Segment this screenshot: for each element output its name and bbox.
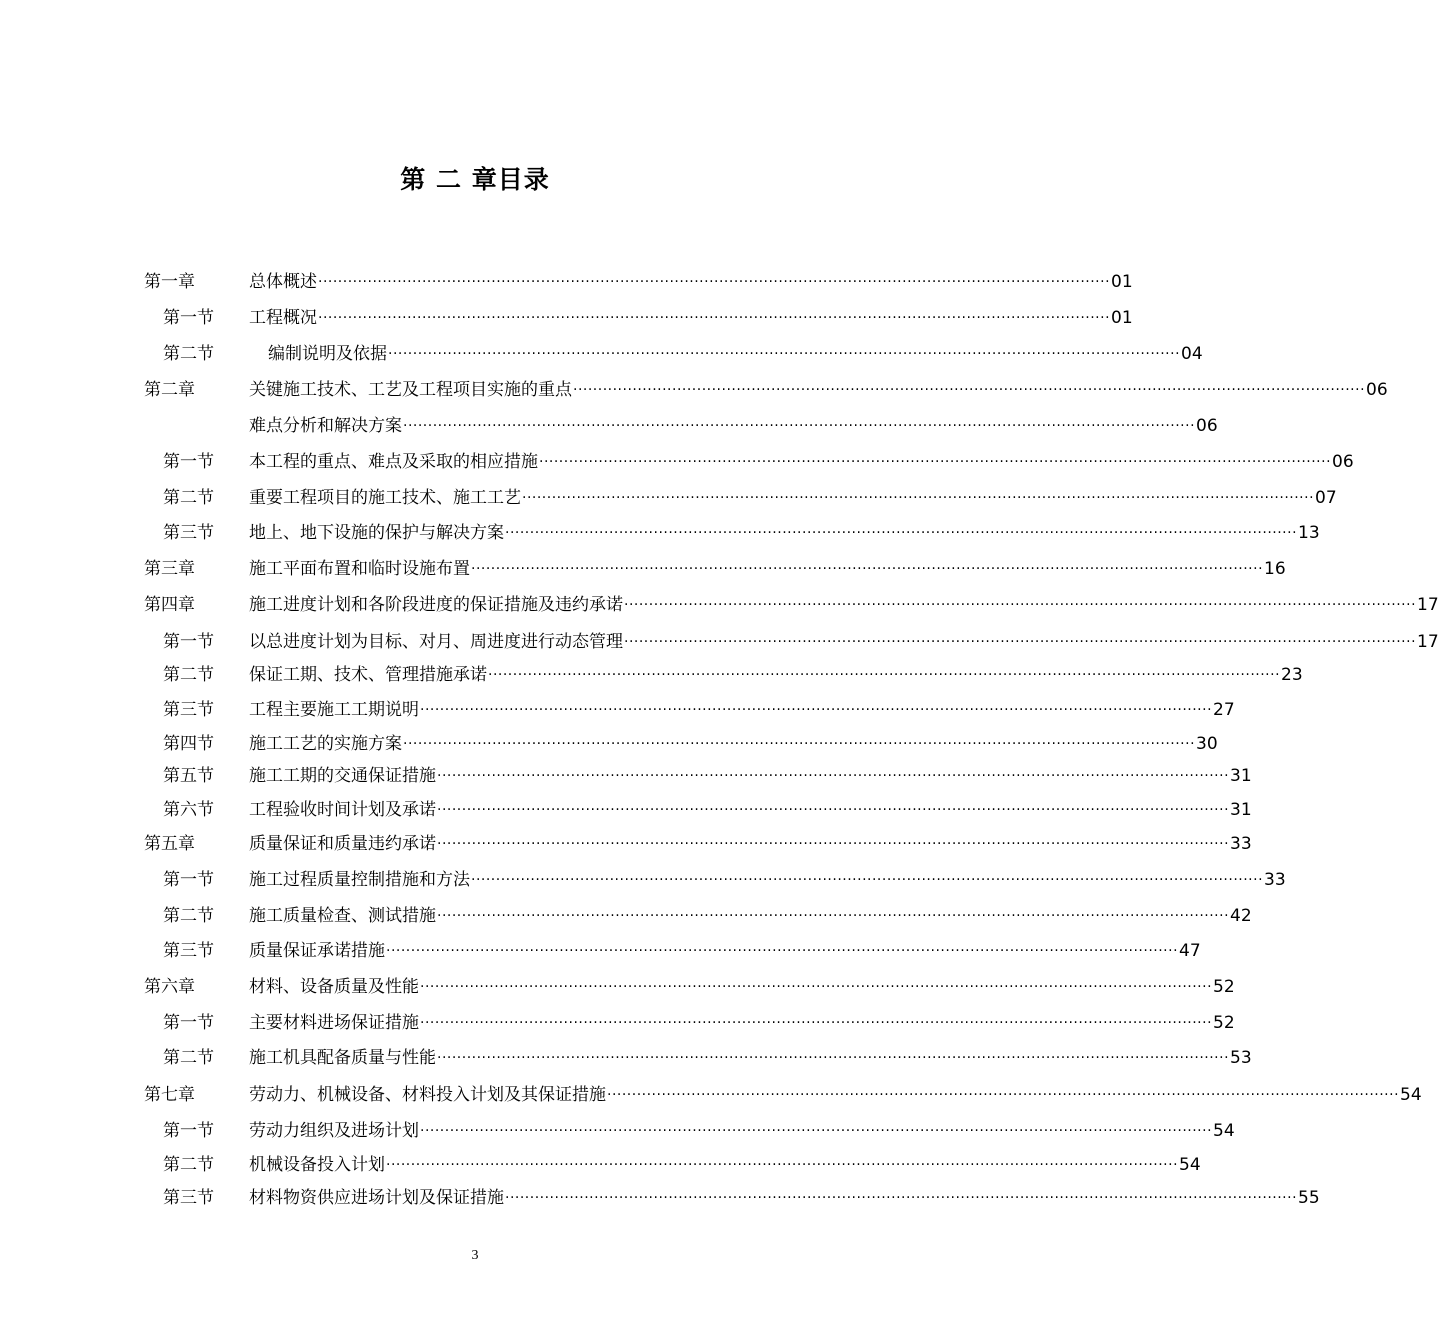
toc-entry: [0, 866, 1286, 894]
toc-entry: [0, 1044, 1252, 1072]
toc-section-label: 第二节: [163, 488, 214, 508]
toc-section-label: 第三节: [163, 1188, 214, 1208]
toc-page-number: 01: [1111, 272, 1133, 292]
dot-leader: ································································································································································: [403, 736, 1196, 752]
toc-page-number: 47: [1179, 941, 1201, 961]
toc-entry-line: [268, 340, 1203, 369]
toc-entry-title: 工程概况: [249, 308, 317, 328]
dot-leader: ································································································································································: [420, 979, 1213, 995]
toc-entry-title: 本工程的重点、难点及采取的相应措施: [249, 452, 538, 472]
toc-entry-line: [249, 730, 1218, 759]
toc-chapter-label: 第三章: [144, 559, 195, 579]
dot-leader: ································································································································································: [437, 836, 1230, 852]
toc-entry-title: 质量保证承诺措施: [249, 941, 385, 961]
toc-section-label: 第四节: [163, 734, 214, 754]
toc-page-number: 23: [1281, 665, 1303, 685]
dot-leader: ································································································································································: [573, 382, 1366, 398]
toc-entry-line: [249, 268, 1133, 297]
toc-section-label: 第二节: [163, 344, 214, 364]
toc-section-label: 第一节: [163, 632, 214, 652]
page-number: 3: [471, 1248, 479, 1263]
toc-entry-line: [249, 1184, 1320, 1213]
toc-entry-title: 主要材料进场保证措施: [249, 1013, 419, 1033]
toc-section-label: 第二节: [163, 665, 214, 685]
dot-leader: ································································································································································: [471, 872, 1264, 888]
toc-entry: [0, 412, 1218, 440]
toc-entry-line: [249, 762, 1252, 791]
toc-entry: [0, 730, 1218, 758]
toc-entry-line: [249, 796, 1252, 825]
toc-entry-title: 质量保证和质量违约承诺: [249, 834, 436, 854]
toc-entry-line: [249, 448, 1354, 477]
dot-leader: ································································································································································: [420, 702, 1213, 718]
dot-leader: ································································································································································: [607, 1087, 1400, 1103]
dot-leader: ································································································································································: [386, 943, 1179, 959]
toc-entry: [0, 519, 1320, 547]
toc-page-number: 55: [1298, 1188, 1320, 1208]
toc-entry: [0, 661, 1303, 689]
toc-entry-line: [249, 519, 1320, 548]
toc-page-number: 06: [1196, 416, 1218, 436]
toc-entry: [0, 448, 1354, 476]
toc-entry-line: [249, 304, 1133, 333]
toc-entry: [0, 555, 1286, 583]
toc-section-label: 第三节: [163, 523, 214, 543]
toc-page-number: 54: [1179, 1155, 1201, 1175]
toc-page-number: 54: [1213, 1121, 1235, 1141]
toc-section-label: 第二节: [163, 1048, 214, 1068]
toc-page-number: 31: [1230, 766, 1252, 786]
toc-page-number: 13: [1298, 523, 1320, 543]
toc-section-label: 第三节: [163, 700, 214, 720]
toc-entry-line: [249, 902, 1252, 931]
toc-entry-title: 施工工艺的实施方案: [249, 734, 402, 754]
toc-entry-title: 施工工期的交通保证措施: [249, 766, 436, 786]
dot-leader: ································································································································································: [318, 274, 1111, 290]
toc-entry-title: 施工过程质量控制措施和方法: [249, 870, 470, 890]
toc-page-number: 54: [1400, 1085, 1422, 1105]
toc-page-number: 30: [1196, 734, 1218, 754]
dot-leader: ································································································································································: [420, 1123, 1213, 1139]
dot-leader: ································································································································································: [539, 454, 1332, 470]
toc-entry-title: 关键施工技术、工艺及工程项目实施的重点: [249, 380, 572, 400]
toc-chapter-label: 第二章: [144, 380, 195, 400]
toc-entry-title: 编制说明及依据: [268, 344, 387, 364]
toc-entry: [0, 304, 1133, 332]
toc-chapter-label: 第七章: [144, 1085, 195, 1105]
toc-entry-line: [249, 973, 1235, 1002]
toc-entry-title: 劳动力、机械设备、材料投入计划及其保证措施: [249, 1085, 606, 1105]
toc-entry-title: 以总进度计划为目标、对月、周进度进行动态管理: [249, 632, 623, 652]
page-title: 第 二 章目录: [400, 165, 550, 194]
toc-chapter-label: 第六章: [144, 977, 195, 997]
toc-entry: [0, 1117, 1235, 1145]
toc-page-number: 31: [1230, 800, 1252, 820]
toc-entry-title: 劳动力组织及进场计划: [249, 1121, 419, 1141]
toc-entry-title: 地上、地下设施的保护与解决方案: [249, 523, 504, 543]
toc-entry-line: [249, 1044, 1252, 1073]
toc-entry: [0, 973, 1235, 1001]
toc-entry-line: [249, 628, 1439, 657]
toc-entry-line: [249, 555, 1286, 584]
dot-leader: ································································································································································: [522, 490, 1315, 506]
toc-entry-line: [249, 412, 1218, 441]
toc-entry: [0, 376, 1388, 404]
toc-entry-line: [249, 830, 1252, 859]
toc-entry-title: 施工进度计划和各阶段进度的保证措施及违约承诺: [249, 595, 623, 615]
toc-entry-line: [249, 1151, 1201, 1180]
toc-section-label: 第一节: [163, 1121, 214, 1141]
dot-leader: ································································································································································: [624, 597, 1417, 613]
dot-leader: ································································································································································: [386, 1157, 1179, 1173]
toc-chapter-label: 第四章: [144, 595, 195, 615]
dot-leader: ································································································································································: [437, 768, 1230, 784]
toc-page-number: 33: [1264, 870, 1286, 890]
toc-entry-line: [249, 1009, 1235, 1038]
toc-entry: [0, 696, 1235, 724]
dot-leader: ································································································································································: [437, 908, 1230, 924]
toc-entry-line: [249, 696, 1235, 725]
toc-entry: [0, 937, 1201, 965]
toc-page-number: 52: [1213, 977, 1235, 997]
toc-entry-line: [249, 866, 1286, 895]
toc-entry-line: [249, 1117, 1235, 1146]
toc-entry-title: 保证工期、技术、管理措施承诺: [249, 665, 487, 685]
toc-section-label: 第一节: [163, 452, 214, 472]
toc-page-number: 04: [1181, 344, 1203, 364]
toc-entry: [0, 628, 1439, 656]
toc-entry-title: 重要工程项目的施工技术、施工工艺: [249, 488, 521, 508]
toc-section-label: 第三节: [163, 941, 214, 961]
toc-entry: [0, 1009, 1235, 1037]
toc-entry-line: [249, 376, 1388, 405]
dot-leader: ································································································································································: [624, 634, 1417, 650]
toc-entry-title: 施工机具配备质量与性能: [249, 1048, 436, 1068]
toc-entry-line: [249, 1081, 1422, 1110]
toc-entry: [0, 484, 1337, 512]
toc-page-number: 33: [1230, 834, 1252, 854]
toc-entry: [0, 830, 1252, 858]
toc-entry: [0, 340, 1203, 368]
dot-leader: ································································································································································: [318, 310, 1111, 326]
toc-entry: [0, 1081, 1422, 1109]
toc-section-label: 第二节: [163, 1155, 214, 1175]
toc-page-number: 52: [1213, 1013, 1235, 1033]
toc-entry-title: 施工质量检查、测试措施: [249, 906, 436, 926]
dot-leader: ································································································································································: [471, 561, 1264, 577]
dot-leader: ································································································································································: [437, 1050, 1230, 1066]
toc-section-label: 第一节: [163, 308, 214, 328]
dot-leader: ································································································································································: [403, 418, 1196, 434]
toc-entry-line: [249, 661, 1303, 690]
dot-leader: ································································································································································: [488, 667, 1281, 683]
toc-section-label: 第一节: [163, 870, 214, 890]
toc-page-number: 07: [1315, 488, 1337, 508]
toc-entry-line: [249, 937, 1201, 966]
toc-chapter-label: 第五章: [144, 834, 195, 854]
toc-entry-title: 难点分析和解决方案: [249, 416, 402, 436]
dot-leader: ································································································································································: [420, 1015, 1213, 1031]
toc-entry: [0, 762, 1252, 790]
toc-page-number: 53: [1230, 1048, 1252, 1068]
toc-entry-title: 工程验收时间计划及承诺: [249, 800, 436, 820]
toc-entry-title: 材料、设备质量及性能: [249, 977, 419, 997]
toc-page-number: 17: [1417, 632, 1439, 652]
toc-entry: [0, 902, 1252, 930]
toc-page-number: 01: [1111, 308, 1133, 328]
toc-entry-title: 材料物资供应进场计划及保证措施: [249, 1188, 504, 1208]
toc-entry-title: 总体概述: [249, 272, 317, 292]
toc-page-number: 42: [1230, 906, 1252, 926]
toc-entry-line: [249, 484, 1337, 513]
dot-leader: ································································································································································: [505, 525, 1298, 541]
toc-section-label: 第六节: [163, 800, 214, 820]
toc-chapter-label: 第一章: [144, 272, 195, 292]
dot-leader: ································································································································································: [388, 346, 1181, 362]
toc-section-label: 第一节: [163, 1013, 214, 1033]
toc-entry: [0, 796, 1252, 824]
toc-entry: [0, 591, 1439, 619]
dot-leader: ································································································································································: [505, 1190, 1298, 1206]
toc-entry-title: 施工平面布置和临时设施布置: [249, 559, 470, 579]
toc-page-number: 17: [1417, 595, 1439, 615]
toc-entry: [0, 268, 1133, 296]
toc-page-number: 27: [1213, 700, 1235, 720]
toc-page-number: 16: [1264, 559, 1286, 579]
toc-entry-line: [249, 591, 1439, 620]
toc-section-label: 第五节: [163, 766, 214, 786]
toc-page-number: 06: [1332, 452, 1354, 472]
toc-entry-title: 机械设备投入计划: [249, 1155, 385, 1175]
dot-leader: ································································································································································: [437, 802, 1230, 818]
toc-entry-title: 工程主要施工工期说明: [249, 700, 419, 720]
toc-page-number: 06: [1366, 380, 1388, 400]
toc-entry: [0, 1184, 1320, 1212]
toc-entry: [0, 1151, 1201, 1179]
toc-section-label: 第二节: [163, 906, 214, 926]
